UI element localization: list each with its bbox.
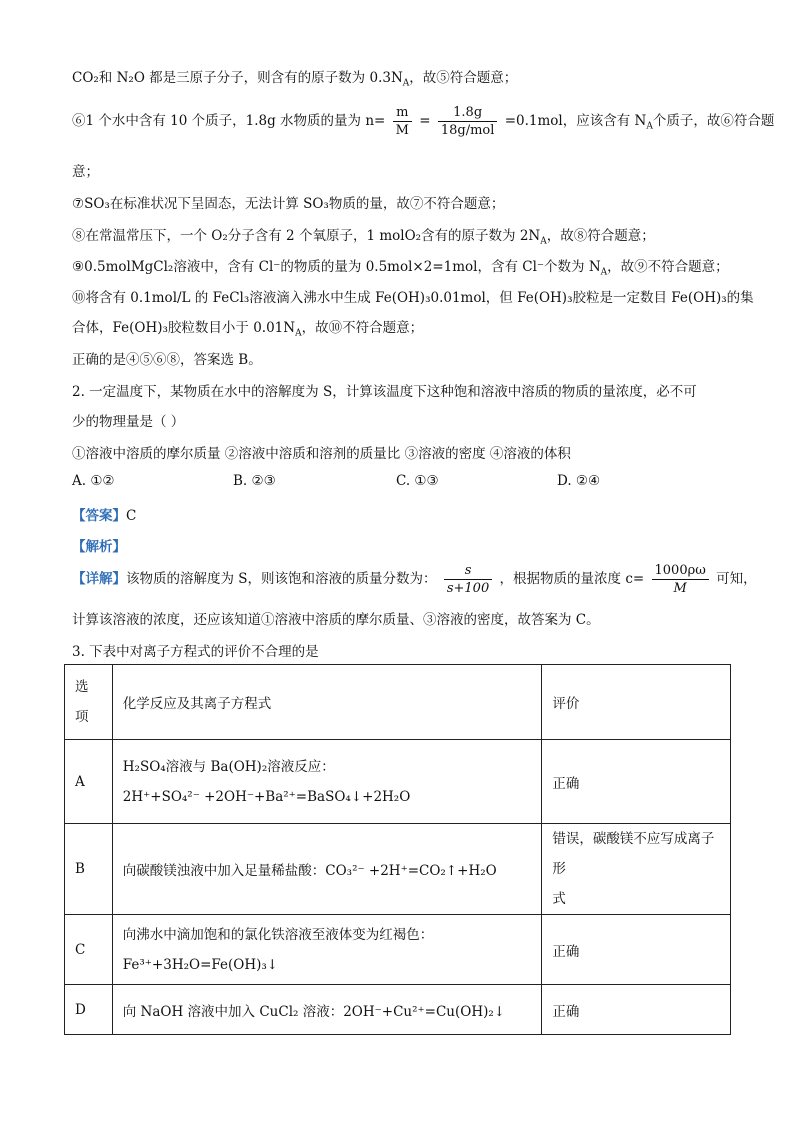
- header-cell: 评价: [542, 665, 731, 740]
- evaluation-cell: 错误，碳酸镁不应写成离子形 式: [542, 824, 731, 915]
- detail-tag: 【详解】: [72, 571, 126, 587]
- option-cell: D: [65, 985, 113, 1035]
- question-2-items: ①溶液中溶质的摩尔质量 ②溶液中溶质和溶剂的质量比 ③溶液的密度 ④溶液的体积: [72, 446, 571, 462]
- answer-tag: 【答案】: [72, 508, 126, 524]
- option-cell: C: [65, 915, 113, 985]
- equation-cell: 向沸水中滴加饱和的氯化铁溶液至液体变为红褐色： Fe³⁺+3H₂O=Fe(OH)₃↓: [112, 915, 542, 985]
- detail-line: 计算该溶液的浓度，还应该知道①溶液中溶质的摩尔质量、③溶液的密度，故答案为 C。: [72, 612, 600, 628]
- header-cell: 化学反应及其离子方程式: [112, 665, 542, 740]
- answer-line: 【答案】C: [72, 508, 137, 524]
- evaluation-cell: 正确: [542, 985, 731, 1035]
- option-cell: A: [65, 740, 113, 824]
- fraction: $\frac{1000\rho\omega}{M}$: [652, 562, 709, 597]
- option-d: D. ②④: [557, 473, 601, 489]
- option-cell: B: [65, 824, 113, 915]
- equation-cell: 向 NaOH 溶液中加入 CuCl₂ 溶液：2OH⁻+Cu²⁺=Cu(OH)₂↓: [112, 985, 542, 1035]
- text-line: CO₂和 N₂O 都是三原子分子，则含有的原子数为 $0.3N_A$，故⑤符合题意；: [72, 70, 518, 89]
- question-3-stem: 3. 下表中对离子方程式的评价不合理的是: [72, 644, 319, 660]
- evaluation-cell: 正确: [542, 740, 731, 824]
- text-line: ⑥1 个水中含有 10 个质子，1.8g 水物质的量为 n= $\frac{m}{M}$ = $\frac{1.8g}{\text{18g/mol}}$ =0.1mol，应该含有 $N_A$个质子，故⑥符合题: [72, 105, 775, 138]
- ion-equation-table: [64, 664, 731, 1035]
- table-header-row: [65, 665, 731, 740]
- option-a: A. ①②: [72, 473, 115, 489]
- question-2-stem: 少的物理量是（ ）: [72, 414, 185, 430]
- table-row: [65, 824, 731, 915]
- text-line: ⑩将含有 0.1mol/L 的 FeCl₃溶液滴入沸水中生成 Fe(OH)₃0.01mol，但 Fe(OH)₃胶粒是一定数目 Fe(OH)₃的集: [72, 290, 754, 306]
- analysis-tag: 【解析】: [72, 539, 126, 555]
- option-b: B. ②③: [233, 473, 276, 489]
- table-row: [65, 740, 731, 824]
- table-row: [65, 915, 731, 985]
- fraction: $\frac{1.8g}{\text{18g/mol}}$: [438, 104, 498, 139]
- text-line: 意；: [72, 164, 99, 180]
- text-line: 正确的是④⑤⑥⑧，答案选 B。: [72, 352, 262, 368]
- detail-line: 【详解】该物质的溶解度为 S，则该饱和溶液的质量分数为： $\frac{s}{s+100}$ ，根据物质的量浓度 c= $\frac{1000\rho\omega}{M}$ 可知，: [72, 563, 757, 596]
- fraction: $\frac{m}{M}$: [393, 104, 412, 139]
- text-line: ⑨0.5molMgCl₂溶液中，含有 Cl⁻的物质的量为 0.5mol×2=1mol，含有 Cl⁻个数为 $N_A$，故⑨不符合题意；: [72, 259, 729, 278]
- equation-cell: H₂SO₄溶液与 Ba(OH)₂溶液反应： 2H⁺+SO₄²⁻ +2OH⁻+Ba²⁺=BaSO₄↓+2H₂O: [112, 740, 542, 824]
- text-line: 合体，Fe(OH)₃胶粒数目小于 $0.01N_A$，故⑩不符合题意；: [72, 320, 424, 339]
- fraction: $\frac{s}{s+100}$: [444, 562, 492, 597]
- header-cell: 选 项: [65, 665, 113, 740]
- option-c: C. ①③: [396, 473, 439, 489]
- table-row: [65, 985, 731, 1035]
- text-line: ⑦SO₃在标准状况下呈固态，无法计算 SO₃物质的量，故⑦不符合题意；: [72, 196, 505, 212]
- question-2-stem: 2. 一定温度下，某物质在水中的溶解度为 S，计算该温度下这种饱和溶液中溶质的物质的量浓度，必不可: [72, 384, 697, 400]
- evaluation-cell: 正确: [542, 915, 731, 985]
- text-line: ⑧在常温常压下，一个 O₂分子含有 2 个氧原子，1 molO₂含有的原子数为 $2N_A$，故⑧符合题意；: [72, 228, 655, 247]
- equation-cell: 向碳酸镁浊液中加入足量稀盐酸：CO₃²⁻ +2H⁺=CO₂↑+H₂O: [112, 824, 542, 915]
